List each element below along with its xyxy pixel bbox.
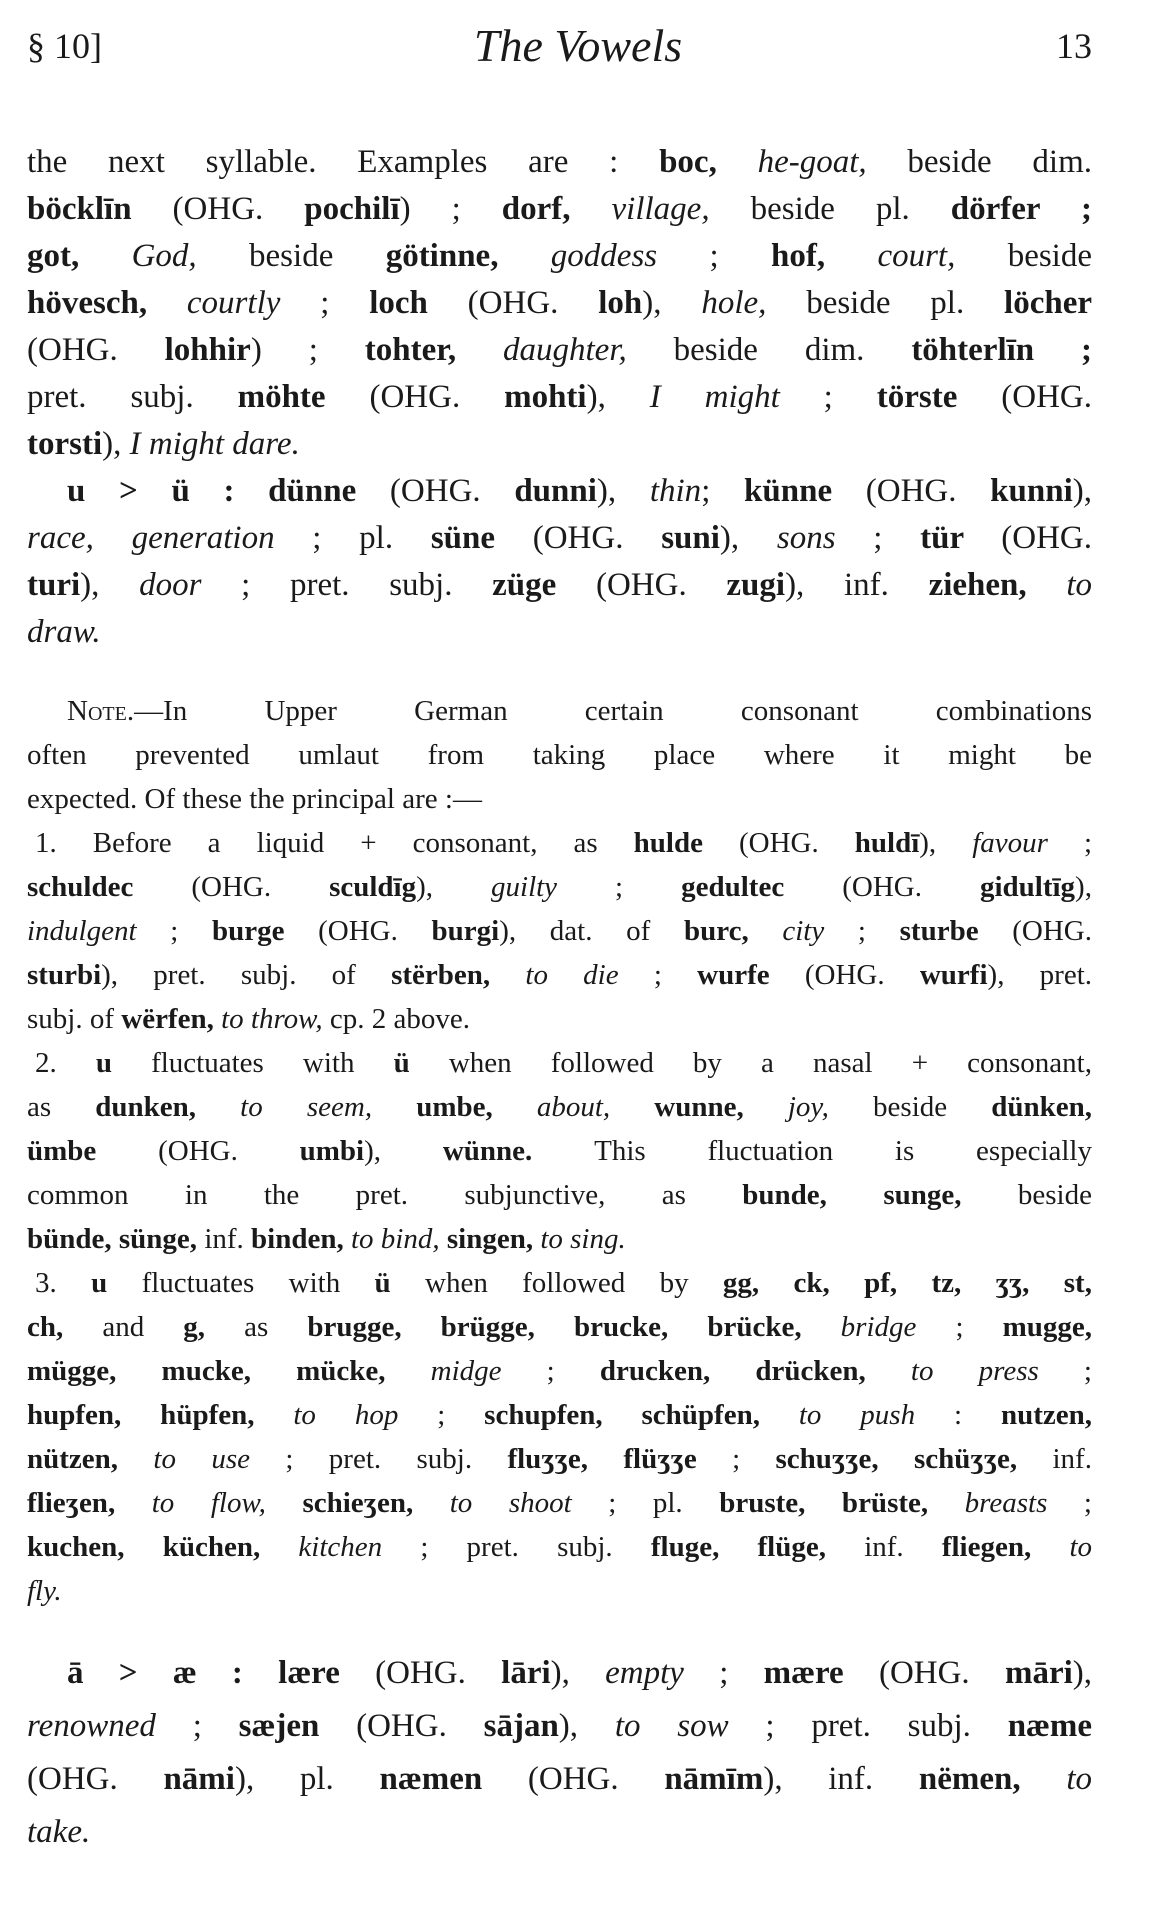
text-run: ), bbox=[558, 1708, 615, 1744]
text-line bbox=[27, 1305, 1092, 1349]
gloss: courtly bbox=[186, 285, 281, 321]
text-run: ; pl. bbox=[571, 1487, 720, 1519]
headword: burgi bbox=[431, 915, 500, 947]
text-run: ; bbox=[557, 871, 682, 903]
text-line bbox=[27, 515, 1092, 562]
running-title: The Vowels bbox=[473, 20, 683, 71]
text-line bbox=[27, 468, 1092, 515]
text-run: often prevented umlaut from taking place where it might be bbox=[27, 739, 1092, 771]
gloss: to bind, bbox=[350, 1223, 447, 1255]
text-line bbox=[27, 1753, 1092, 1806]
headword: gidultīg bbox=[979, 871, 1076, 903]
headword: nutzen, bbox=[1000, 1399, 1092, 1431]
headword: nāmi bbox=[163, 1761, 235, 1797]
headword: huldī bbox=[854, 827, 920, 859]
text-run: 2. bbox=[35, 1047, 96, 1079]
headword: got, bbox=[27, 238, 132, 274]
headword: singen, bbox=[446, 1223, 541, 1255]
gloss: to throw, bbox=[221, 1003, 330, 1035]
headword: bruste, brüste, bbox=[719, 1487, 965, 1519]
text-run: ; pret. subj. bbox=[201, 567, 493, 603]
headword: lāri bbox=[501, 1655, 551, 1691]
text-run: fluctuates with bbox=[141, 1267, 375, 1299]
text-run: .—In Upper German certain consonant combinations bbox=[126, 695, 1092, 727]
gloss: goddess bbox=[550, 238, 658, 274]
text-run: ), inf. bbox=[763, 1761, 919, 1797]
gloss: about, bbox=[536, 1091, 655, 1123]
headword: umbi bbox=[299, 1135, 365, 1167]
headword: stërben, bbox=[391, 959, 526, 991]
headword: binden, bbox=[251, 1223, 351, 1255]
text-run: (OHG. bbox=[804, 959, 920, 991]
text-run: ; pret. subj. bbox=[382, 1531, 651, 1563]
section-marker: § 10] bbox=[27, 26, 102, 66]
headword: nëmen, bbox=[918, 1761, 1067, 1797]
headword: fliegen, bbox=[941, 1531, 1070, 1563]
text-run: (OHG. bbox=[318, 915, 432, 947]
text-line bbox=[27, 1525, 1092, 1569]
text-run: (OHG. bbox=[1012, 915, 1093, 947]
text-run: beside bbox=[873, 1091, 992, 1123]
headword: törste bbox=[876, 379, 1002, 415]
text-run: ), pl. bbox=[234, 1761, 380, 1797]
headword: næme bbox=[1007, 1708, 1093, 1744]
headword: hulde bbox=[633, 827, 739, 859]
text-run: ; pl. bbox=[274, 520, 431, 556]
gloss: he-goat, bbox=[757, 144, 908, 180]
text-run: ; bbox=[280, 285, 370, 321]
text-run: ), bbox=[642, 285, 702, 321]
headword: möhte bbox=[237, 379, 370, 415]
text-run: and bbox=[102, 1311, 184, 1343]
gloss: breasts bbox=[964, 1487, 1048, 1519]
headword: züge bbox=[492, 567, 596, 603]
headword: schuʒʒe, schüʒʒe, bbox=[775, 1443, 1053, 1475]
text-line bbox=[27, 327, 1092, 374]
text-run: ; bbox=[618, 959, 698, 991]
text-run: ; bbox=[683, 1655, 764, 1691]
text-line bbox=[27, 997, 1092, 1041]
text-run: ), bbox=[596, 473, 650, 509]
headword: ümbe bbox=[27, 1135, 159, 1167]
headword: dorf, bbox=[501, 191, 612, 227]
headword: töhterlīn ; bbox=[911, 332, 1092, 368]
gloss: indulgent bbox=[27, 915, 137, 947]
headword: götinne, bbox=[385, 238, 551, 274]
text-run: ; bbox=[779, 379, 877, 415]
headword: mære bbox=[763, 1655, 879, 1691]
headword: burge bbox=[211, 915, 319, 947]
text-run: ), bbox=[550, 1655, 606, 1691]
text-line bbox=[27, 1569, 1092, 1613]
text-run: the next syllable. Examples are : bbox=[27, 144, 660, 180]
text-run: ; bbox=[136, 915, 212, 947]
text-run: ; bbox=[398, 1399, 485, 1431]
headword: bunde, sunge, bbox=[742, 1179, 1018, 1211]
headword: schuldec bbox=[27, 871, 192, 903]
gloss: sons bbox=[776, 520, 836, 556]
text-run: ; bbox=[696, 1443, 776, 1475]
headword: tür bbox=[920, 520, 1002, 556]
gloss: to push bbox=[798, 1399, 916, 1431]
text-run: ), pret. subj. of bbox=[101, 959, 392, 991]
text-run: pret. subj. bbox=[27, 379, 238, 415]
gloss: empty bbox=[605, 1655, 684, 1691]
text-run: ; bbox=[1047, 1487, 1092, 1519]
gloss: fly. bbox=[27, 1575, 62, 1607]
headword: ü bbox=[393, 1047, 449, 1079]
text-run: ) ; bbox=[399, 191, 502, 227]
text-run: beside pl. bbox=[750, 191, 951, 227]
headword: hupfen, hüpfen, bbox=[27, 1399, 294, 1431]
text-line bbox=[27, 1041, 1092, 1085]
text-run: beside dim. bbox=[907, 144, 1092, 180]
text-line bbox=[27, 1129, 1092, 1173]
headword: fluge, flüge, bbox=[650, 1531, 865, 1563]
text-run: ; pret. subj. bbox=[728, 1708, 1008, 1744]
text-line bbox=[27, 1085, 1092, 1129]
text-run: (OHG. bbox=[369, 379, 505, 415]
text-run: ; pret. subj. bbox=[250, 1443, 508, 1475]
text-run: (OHG. bbox=[191, 871, 330, 903]
text-line bbox=[27, 777, 1092, 821]
gloss: to seem, bbox=[240, 1091, 417, 1123]
headword: loch bbox=[369, 285, 468, 321]
gloss: I might dare. bbox=[129, 426, 300, 462]
gloss: village, bbox=[611, 191, 751, 227]
paragraph-examples bbox=[27, 139, 1092, 656]
headword: zugi bbox=[726, 567, 786, 603]
gloss: hole, bbox=[701, 285, 807, 321]
text-run: ), bbox=[919, 827, 973, 859]
headword: tohter, bbox=[364, 332, 503, 368]
headword: süne bbox=[430, 520, 533, 556]
gloss: midge bbox=[430, 1355, 502, 1387]
text-run: ), bbox=[102, 426, 130, 462]
text-line bbox=[27, 186, 1092, 233]
text-run: beside bbox=[1017, 1179, 1092, 1211]
text-line bbox=[27, 1437, 1092, 1481]
text-run: inf. bbox=[204, 1223, 252, 1255]
headword: burc, bbox=[683, 915, 783, 947]
text-run: as bbox=[244, 1311, 308, 1343]
headword: sæjen bbox=[238, 1708, 357, 1744]
text-run: (OHG. bbox=[532, 520, 662, 556]
gloss: to shoot bbox=[449, 1487, 572, 1519]
text-run: (OHG. bbox=[467, 285, 599, 321]
gloss: to die bbox=[525, 959, 619, 991]
headword: fluʒʒe, flüʒʒe bbox=[507, 1443, 697, 1475]
text-run: (OHG. bbox=[375, 1655, 502, 1691]
text-run: ), inf. bbox=[785, 567, 929, 603]
text-run: ; bbox=[916, 1311, 1003, 1343]
headword: lohhir bbox=[164, 332, 251, 368]
headword: schieʒen, bbox=[302, 1487, 450, 1519]
headword: dunken, bbox=[95, 1091, 241, 1123]
text-run: This fluctuation is especially bbox=[594, 1135, 1092, 1167]
text-line bbox=[27, 562, 1092, 609]
text-run: 3. bbox=[35, 1267, 92, 1299]
text-run: when followed by a nasal + consonant, bbox=[448, 1047, 1092, 1079]
gloss: draw. bbox=[27, 614, 101, 650]
text-line bbox=[27, 1393, 1092, 1437]
headword: sājan bbox=[483, 1708, 559, 1744]
headword: sturbe bbox=[899, 915, 1013, 947]
gloss: to bbox=[1066, 567, 1092, 603]
text-line bbox=[27, 1217, 1092, 1261]
headword: löcher bbox=[1004, 285, 1092, 321]
gloss: to sing. bbox=[540, 1223, 626, 1255]
text-run: 1. Before a liquid + consonant, as bbox=[35, 827, 634, 859]
headword: ü bbox=[374, 1267, 425, 1299]
headword: ziehen, bbox=[928, 567, 1067, 603]
text-run: ; bbox=[824, 915, 900, 947]
gloss: bridge bbox=[840, 1311, 917, 1343]
headword: u > ü : dünne bbox=[67, 473, 390, 509]
text-run: when followed by bbox=[425, 1267, 723, 1299]
text-run: ), bbox=[586, 379, 650, 415]
text-run: beside bbox=[1007, 238, 1092, 274]
text-run: ; bbox=[1038, 1355, 1092, 1387]
text-run: (OHG. bbox=[356, 1708, 484, 1744]
gloss: renowned bbox=[27, 1708, 156, 1744]
text-line bbox=[27, 139, 1092, 186]
gloss: to press bbox=[910, 1355, 1039, 1387]
headword: hövesch, bbox=[27, 285, 187, 321]
text-line bbox=[27, 421, 1092, 468]
headword: torsti bbox=[27, 426, 103, 462]
headword: loh bbox=[598, 285, 643, 321]
gloss: to flow, bbox=[151, 1487, 303, 1519]
gloss: to bbox=[1069, 1531, 1092, 1563]
headword: wërfen, bbox=[121, 1003, 222, 1035]
text-run: (OHG. bbox=[595, 567, 727, 603]
note-section bbox=[27, 689, 1092, 1613]
headword: bünde, sünge, bbox=[27, 1223, 205, 1255]
headword: wurfe bbox=[697, 959, 805, 991]
note-label: Note bbox=[67, 695, 127, 727]
text-run: inf. bbox=[1052, 1443, 1092, 1475]
headword: kunni bbox=[990, 473, 1073, 509]
text-run: subj. of bbox=[27, 1003, 122, 1035]
text-run: (OHG. bbox=[172, 191, 305, 227]
text-run: (OHG. bbox=[27, 1761, 164, 1797]
headword: gg, ck, pf, tz, ʒʒ, st, bbox=[722, 1267, 1092, 1299]
text-line bbox=[27, 1700, 1092, 1753]
text-run: ; bbox=[701, 473, 745, 509]
headword: mohti bbox=[504, 379, 587, 415]
text-line bbox=[27, 1349, 1092, 1393]
headword: brugge, brügge, brucke, brücke, bbox=[307, 1311, 841, 1343]
text-run: (OHG. bbox=[158, 1135, 300, 1167]
text-line bbox=[27, 374, 1092, 421]
headword: pochilī bbox=[304, 191, 400, 227]
headword: dunni bbox=[514, 473, 597, 509]
text-run: ), bbox=[1072, 1655, 1093, 1691]
headword: wünne. bbox=[442, 1135, 595, 1167]
text-line bbox=[27, 953, 1092, 997]
gloss: to hop bbox=[293, 1399, 399, 1431]
text-line bbox=[27, 609, 1092, 656]
headword: hof, bbox=[771, 238, 878, 274]
headword: wurfi bbox=[919, 959, 988, 991]
headword: dörfer ; bbox=[950, 191, 1092, 227]
text-line bbox=[27, 233, 1092, 280]
text-run: (OHG. bbox=[27, 332, 165, 368]
headword: drucken, drücken, bbox=[599, 1355, 911, 1387]
headword: künne bbox=[744, 473, 866, 509]
text-line bbox=[27, 909, 1092, 953]
headword: böcklīn bbox=[27, 191, 173, 227]
text-run: ; bbox=[657, 238, 771, 274]
text-run: ), pret. bbox=[987, 959, 1093, 991]
text-line bbox=[27, 1806, 1092, 1859]
gloss: court, bbox=[877, 238, 1008, 274]
headword: schupfen, schüpfen, bbox=[484, 1399, 799, 1431]
text-line bbox=[27, 1481, 1092, 1525]
text-line bbox=[27, 821, 1092, 865]
gloss: door bbox=[139, 567, 202, 603]
headword: g, bbox=[183, 1311, 245, 1343]
headword: nāmīm bbox=[664, 1761, 764, 1797]
text-run: ), bbox=[80, 567, 140, 603]
gloss: daughter, bbox=[503, 332, 674, 368]
page-number: 13 bbox=[1056, 26, 1092, 66]
headword: nützen, bbox=[27, 1443, 154, 1475]
text-run: (OHG. bbox=[389, 473, 515, 509]
text-run: (OHG. bbox=[739, 827, 855, 859]
text-run: (OHG. bbox=[527, 1761, 665, 1797]
headword: mügge, mucke, mücke, bbox=[27, 1355, 431, 1387]
text-run: ), dat. of bbox=[499, 915, 684, 947]
headword: u bbox=[95, 1047, 152, 1079]
headword: turi bbox=[27, 567, 81, 603]
text-line bbox=[27, 865, 1092, 909]
headword: næmen bbox=[379, 1761, 528, 1797]
text-run: as bbox=[27, 1091, 96, 1123]
text-run: ; bbox=[501, 1355, 600, 1387]
headword: kuchen, küchen, bbox=[27, 1531, 299, 1563]
text-line bbox=[27, 1261, 1092, 1305]
text-run: ; bbox=[1047, 827, 1092, 859]
headword: sculdīg bbox=[329, 871, 417, 903]
gloss: God, bbox=[131, 238, 250, 274]
gloss: I might bbox=[649, 379, 780, 415]
headword: flieʒen, bbox=[27, 1487, 152, 1519]
text-run: ) ; bbox=[250, 332, 365, 368]
text-run: (OHG. bbox=[1001, 379, 1092, 415]
text-run: ), bbox=[416, 871, 492, 903]
text-run: ), bbox=[1075, 871, 1092, 903]
headword: umbe, bbox=[416, 1091, 537, 1123]
text-line bbox=[27, 733, 1092, 777]
gloss: city bbox=[782, 915, 825, 947]
headword: suni bbox=[661, 520, 720, 556]
text-run: (OHG. bbox=[878, 1655, 1005, 1691]
text-run: fluctuates with bbox=[151, 1047, 394, 1079]
headword: gedultec bbox=[681, 871, 843, 903]
headword: wunne, bbox=[654, 1091, 788, 1123]
gloss: favour bbox=[972, 827, 1048, 859]
text-run: ), bbox=[719, 520, 777, 556]
gloss: race, generation bbox=[27, 520, 275, 556]
gloss: to use bbox=[153, 1443, 250, 1475]
text-run: cp. 2 above. bbox=[329, 1003, 470, 1035]
text-run: beside bbox=[249, 238, 386, 274]
headword: u bbox=[91, 1267, 142, 1299]
headword: dünken, bbox=[991, 1091, 1093, 1123]
text-run: beside pl. bbox=[806, 285, 1005, 321]
gloss: kitchen bbox=[298, 1531, 383, 1563]
text-line bbox=[27, 1647, 1092, 1700]
text-line bbox=[27, 689, 1092, 733]
headword: ā > æ : lære bbox=[67, 1655, 376, 1691]
gloss: to bbox=[1066, 1761, 1092, 1797]
gloss: thin bbox=[649, 473, 702, 509]
headword: mugge, bbox=[1002, 1311, 1093, 1343]
text-run: expected. Of these the principal are :— bbox=[27, 783, 482, 815]
text-run: (OHG. bbox=[1001, 520, 1093, 556]
headword: sturbi bbox=[27, 959, 102, 991]
headword: boc, bbox=[659, 144, 758, 180]
text-run: ; bbox=[835, 520, 921, 556]
text-run: (OHG. bbox=[865, 473, 991, 509]
text-line bbox=[27, 280, 1092, 327]
text-run: inf. bbox=[864, 1531, 942, 1563]
gloss: take. bbox=[27, 1814, 91, 1850]
text-run: (OHG. bbox=[842, 871, 980, 903]
gloss: joy, bbox=[787, 1091, 874, 1123]
text-run: ), bbox=[1072, 473, 1093, 509]
text-line bbox=[27, 1173, 1092, 1217]
text-run: : bbox=[915, 1399, 1001, 1431]
headword: ch, bbox=[27, 1311, 103, 1343]
text-run: beside dim. bbox=[673, 332, 912, 368]
text-run: common in the pret. subjunctive, as bbox=[27, 1179, 743, 1211]
paragraph-a-umlaut bbox=[27, 1647, 1092, 1859]
text-run: ), bbox=[364, 1135, 443, 1167]
gloss: guilty bbox=[491, 871, 558, 903]
headword: māri bbox=[1004, 1655, 1073, 1691]
text-run: ; bbox=[155, 1708, 239, 1744]
gloss: to sow bbox=[614, 1708, 729, 1744]
